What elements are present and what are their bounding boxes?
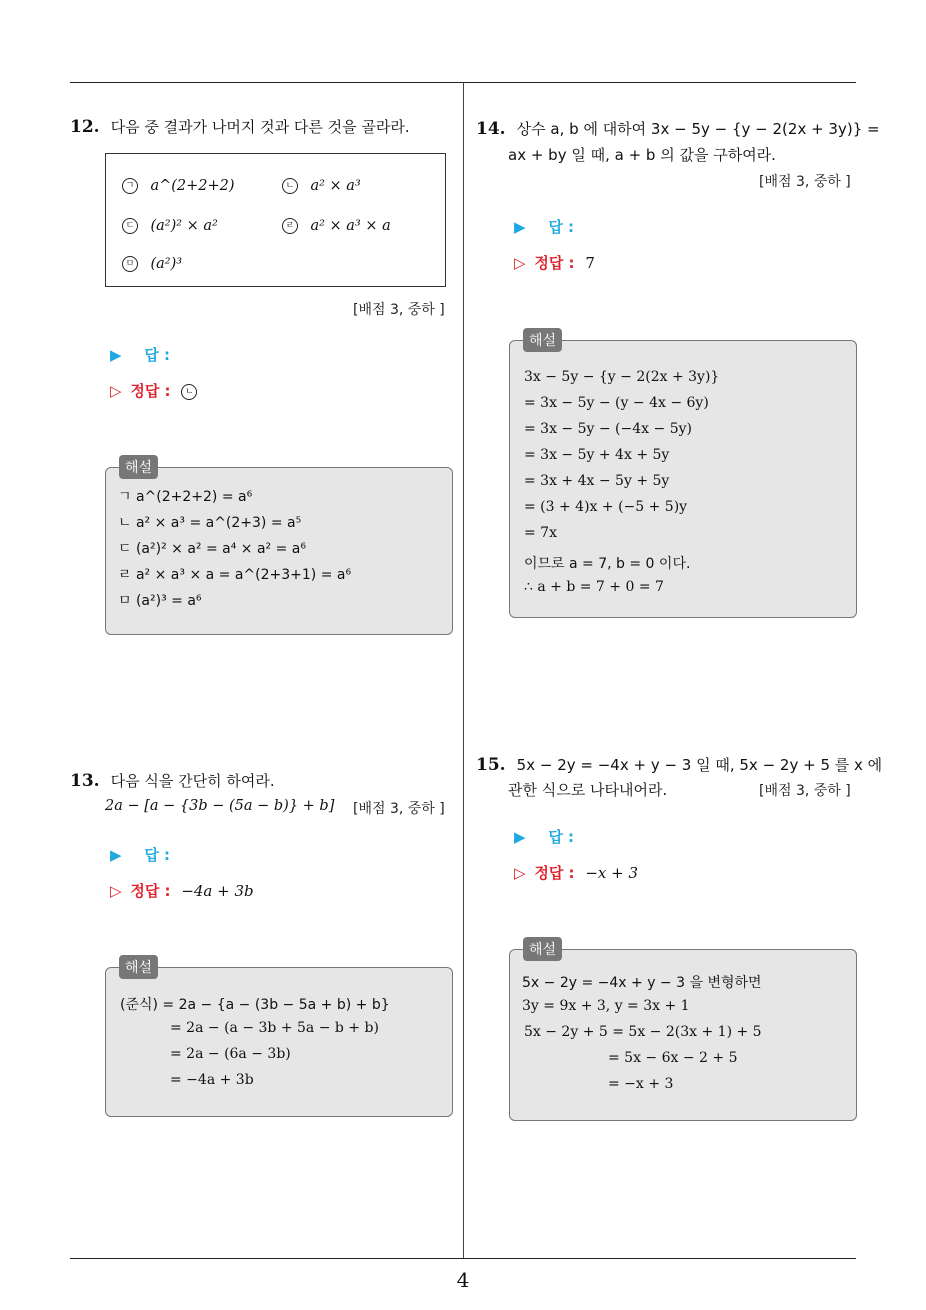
choice-expr: (a²)² × a² xyxy=(150,218,218,234)
correct-arrow-icon: ▷ xyxy=(514,864,526,882)
q13-score: [배점 3, 중하 ] xyxy=(353,801,445,817)
q12-choices-box xyxy=(105,153,446,287)
q15-answer-line xyxy=(514,826,574,847)
q14-sol-line-5: = 3x + 4x − 5y + 5y xyxy=(524,473,670,489)
answer-label: 답 : xyxy=(144,346,171,364)
q14-sol-line-4: = 3x − 5y + 4x + 5y xyxy=(524,447,670,463)
q12-answer-line xyxy=(110,344,170,365)
choice-mark: ㄴ xyxy=(282,178,298,194)
correct-value: 7 xyxy=(585,254,595,272)
answer-label: 답 : xyxy=(548,218,575,236)
q15-sol-line-2: 3y = 9x + 3, y = 3x + 1 xyxy=(522,998,690,1014)
q15-number: 15. xyxy=(476,755,506,775)
correct-label: 정답 : xyxy=(534,254,575,272)
answer-label: 답 : xyxy=(548,828,575,846)
q12-number: 12. xyxy=(70,117,100,137)
q13-prompt xyxy=(70,768,275,794)
page-number: 4 xyxy=(456,1268,470,1292)
bottom-rule xyxy=(70,1258,856,1259)
choice-expr: (a²)³ xyxy=(150,256,183,272)
q15-solution-tag: 해설 xyxy=(523,937,562,961)
correct-value: ㄴ xyxy=(181,384,197,400)
answer-arrow-icon: ▶ xyxy=(514,218,526,236)
q13-solution-box xyxy=(105,967,453,1117)
q15-prompt xyxy=(476,752,882,778)
correct-value: −4a + 3b xyxy=(181,882,254,900)
q14-sol-line-3: = 3x − 5y − (−4x − 5y) xyxy=(524,421,692,437)
q15-sol-line-3: 5x − 2y + 5 = 5x − 2(3x + 1) + 5 xyxy=(524,1024,762,1040)
q12-correct-line xyxy=(110,380,205,401)
choice-mark: ㄹ xyxy=(282,218,298,234)
q13-sol-line-1: (준식) = 2a − {a − (3b − 5a + b) + b} xyxy=(120,997,390,1013)
q12-solution-box xyxy=(105,467,453,635)
q15-correct-line xyxy=(514,862,638,883)
q15-text-line1: 5x − 2y = −4x + y − 3 일 때, 5x − 2y + 5 를 x 에 xyxy=(516,756,883,774)
q13-sol-line-2: = 2a − (a − 3b + 5a − b + b) xyxy=(170,1020,379,1036)
answer-label: 답 : xyxy=(144,846,171,864)
correct-arrow-icon: ▷ xyxy=(110,382,122,400)
correct-label: 정답 : xyxy=(534,864,575,882)
q12-choice-1 xyxy=(122,178,235,194)
q12-prompt xyxy=(70,114,410,140)
q15-solution-box xyxy=(509,949,857,1121)
q12-choice-4 xyxy=(282,218,391,234)
choice-mark: ㄱ xyxy=(122,178,138,194)
q14-answer-line xyxy=(514,216,574,237)
q15-sol-line-5: = −x + 3 xyxy=(608,1076,674,1092)
q15-text-line2: 관한 식으로 나타내어라. xyxy=(508,781,668,799)
answer-arrow-icon: ▶ xyxy=(514,828,526,846)
choice-mark: ㄷ xyxy=(122,218,138,234)
q14-sol-line-1: 3x − 5y − {y − 2(2x + 3y)} xyxy=(524,369,720,385)
q14-sol-line-7: = 7x xyxy=(524,525,557,541)
q14-text-line1: 상수 a, b 에 대하여 3x − 5y − {y − 2(2x + 3y)} = xyxy=(516,120,880,138)
correct-value: −x + 3 xyxy=(585,864,638,882)
q13-text: 다음 식을 간단히 하여라. xyxy=(110,772,275,790)
q14-correct-line xyxy=(514,252,595,273)
q13-correct-line xyxy=(110,880,254,901)
correct-arrow-icon: ▷ xyxy=(514,254,526,272)
q14-prompt xyxy=(476,116,880,142)
q12-sol-line-2: ㄴ a² × a³ = a^(2+3) = a⁵ xyxy=(118,515,302,531)
q13-sol-line-4: = −4a + 3b xyxy=(170,1072,254,1088)
correct-arrow-icon: ▷ xyxy=(110,882,122,900)
q12-choice-5 xyxy=(122,256,182,272)
q12-solution-tag: 해설 xyxy=(119,455,158,479)
choice-expr: a² × a³ × a xyxy=(310,218,391,234)
q14-solution-tag: 해설 xyxy=(523,328,562,352)
q14-sol-line-2: = 3x − 5y − (y − 4x − 6y) xyxy=(524,395,709,411)
q15-sol-line-1: 5x − 2y = −4x + y − 3 을 변형하면 xyxy=(522,975,762,991)
q14-score: [배점 3, 중하 ] xyxy=(759,174,851,190)
q15-score: [배점 3, 중하 ] xyxy=(759,783,851,799)
q12-score: [배점 3, 중하 ] xyxy=(353,302,445,318)
q12-sol-line-4: ㄹ a² × a³ × a = a^(2+3+1) = a⁶ xyxy=(118,567,352,583)
q12-text: 다음 중 결과가 나머지 것과 다른 것을 골라라. xyxy=(110,118,410,136)
choice-mark: ㅁ xyxy=(122,256,138,272)
q14-solution-box xyxy=(509,340,857,618)
q15-sol-line-4: = 5x − 6x − 2 + 5 xyxy=(608,1050,738,1066)
q13-expression: 2a − [a − {3b − (5a − b)} + b] xyxy=(105,798,335,814)
correct-label: 정답 : xyxy=(130,382,171,400)
answer-arrow-icon: ▶ xyxy=(110,846,122,864)
column-divider xyxy=(463,82,464,1258)
q12-sol-line-5: ㅁ (a²)³ = a⁶ xyxy=(118,593,202,609)
q12-sol-line-3: ㄷ (a²)² × a² = a⁴ × a² = a⁶ xyxy=(118,541,306,557)
q12-sol-line-1: ㄱ a^(2+2+2) = a⁶ xyxy=(118,489,253,505)
q14-sol-line-9: ∴ a + b = 7 + 0 = 7 xyxy=(524,579,664,595)
q13-solution-tag: 해설 xyxy=(119,955,158,979)
q14-sol-line-6: = (3 + 4)x + (−5 + 5)y xyxy=(524,499,688,515)
q14-text-line2: ax + by 일 때, a + b 의 값을 구하여라. xyxy=(508,146,776,164)
q14-sol-line-8: 이므로 a = 7, b = 0 이다. xyxy=(524,556,691,572)
q13-number: 13. xyxy=(70,771,100,791)
q12-choice-2 xyxy=(282,178,361,194)
q12-choice-3 xyxy=(122,218,218,234)
choice-expr: a^(2+2+2) xyxy=(150,178,235,194)
choice-expr: a² × a³ xyxy=(310,178,361,194)
q13-sol-line-3: = 2a − (6a − 3b) xyxy=(170,1046,291,1062)
q14-number: 14. xyxy=(476,119,506,139)
correct-label: 정답 : xyxy=(130,882,171,900)
q13-answer-line xyxy=(110,844,170,865)
answer-arrow-icon: ▶ xyxy=(110,346,122,364)
